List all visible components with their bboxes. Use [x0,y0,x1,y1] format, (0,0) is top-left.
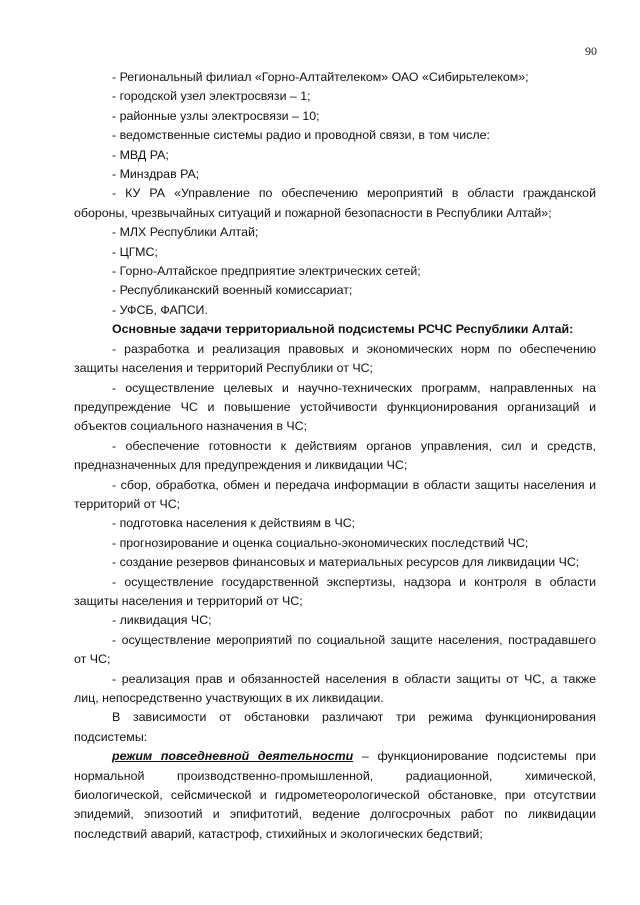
task-item: - осуществление мероприятий по социальной защите населения, пострадавшего от ЧС; [74,632,596,667]
list-item: - КУ РА «Управление по обеспечению мероприятий в области гражданской обороны, чрезвычайных ситуаций и пожарной безопасности в Республики Алтай»; [74,186,596,220]
list-item: - Республиканский военный комиссариат; [112,283,353,298]
task-item: - прогнозирование и оценка социально-экономических последствий ЧС; [112,535,529,550]
task-item: - подготовка населения к действиям в ЧС; [112,516,356,531]
list-item: - Минздрав РА; [112,167,200,182]
list-item: - ЦГМС; [112,244,158,259]
task-item: - реализация прав и обязанностей населения в области защиты от ЧС, а также лиц, непосредственно участвующих в их ликвидации. [74,671,596,705]
list-item: - ведомственные системы радио и проводной связи, в том числе: [112,128,490,143]
task-item: - ликвидация ЧС; [112,613,212,628]
mode-description: – функционирование подсистемы при нормальной производственно-промышленной, радиационной, химической, биологической, сейсмической и гидрометеорологической обстановке, при отсутствии эпидемий, эпизоотий и эпифитотий, ведение долгосрочных работ по ликвидации последствий аварий, катастроф, стихийных и экологических бедствий; [74,749,596,841]
list-item: - УФСБ, ФАПСИ. [112,302,208,317]
page-number: 90 [585,44,597,58]
list-item: - Горно-Алтайское предприятие электрических сетей; [112,264,421,279]
task-item: - разработка и реализация правовых и экономических норм по обеспечению защиты населения и территорий Республики от ЧС; [74,341,596,376]
list-item: - городской узел электросвязи – 1; [112,89,311,104]
task-item: - осуществление государственной экспертизы, надзора и контроля в области защиты населения и территорий от ЧС; [74,574,596,608]
task-item: - сбор, обработка, обмен и передача информации в области защиты населения и территорий от ЧС; [74,477,596,511]
list-item: - МВД РА; [112,147,169,162]
list-item: - МЛХ Республики Алтай; [112,225,259,240]
task-item: - создание резервов финансовых и материальных ресурсов для ликвидации ЧС; [112,555,580,570]
page-body [74,68,596,844]
task-item: - осуществление целевых и научно-технических программ, направленных на предупреждение ЧС и повышение устойчивости функционирования организаций и объектов социального назначения в ЧС; [74,380,596,434]
mode-paragraph [74,747,596,844]
modes-intro-paragraph: В зависимости от обстановки различают три режима функционирования подсистемы: [74,710,596,744]
list-item: - районные узлы электросвязи – 10; [112,108,320,123]
list-item: - Региональный филиал «Горно-Алтайтелеком» ОАО «Сибирьтелеком»; [112,70,529,84]
section-heading: Основные задачи территориальной подсистемы РСЧС Республики Алтай: [112,322,574,337]
mode-term: режим повседневной деятельности [112,749,354,764]
task-item: - обеспечение готовности к действиям органов управления, сил и средств, предназначенных для предупреждения и ликвидации ЧС; [74,438,596,473]
